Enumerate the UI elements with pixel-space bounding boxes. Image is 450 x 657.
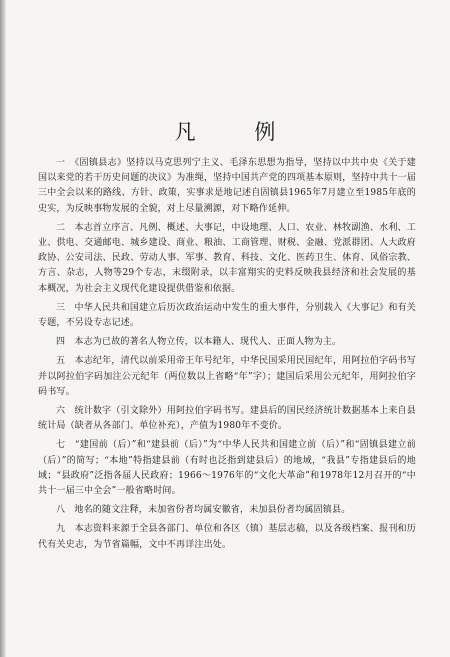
paragraph-5: 五 本志纪年，清代以前采用帝王年号纪年，中华民国采用民国纪年，用阿拉伯字码书写并以阿拉伯字码加注公元纪年（两位数以上省略“年”字）；建国后采用公元纪年，用阿拉伯字码书写。 xyxy=(38,356,416,397)
paragraph-2: 二 本志首立序言、凡例、概述、大事记，中设地理、人口、农业、林牧副渔、水利、工业、供电、交通邮电、城乡建设、商业、粮油、工商管理、财税、金融、党派群团、人大政府政协、公安司法、民政、劳动人事、军事、教育、科技、文化、医药卫生、体育、风俗宗教、方言、杂志，人物等29个专志，末缀附录，以丰富翔实的史料反映我县经济和社会发展的基本概况，为社会主义现代化建设提供借鉴和依据。 xyxy=(38,222,416,294)
paragraph-3: 三 中华人民共和国建立后历次政治运动中发生的重大事件，分别载入《大事记》和有关专题，不另设专志记述。 xyxy=(38,302,416,329)
paragraph-8: 八 地名的随文注释，未加省份者均属安徽省，未加县份者均属固镇县。 xyxy=(56,505,351,516)
paragraph-1: 一 《固镇县志》坚持以马克思列宁主义、毛泽东思想为指导，坚持以中共中央《关于建国以来党的若干历史问题的决议》为准绳，坚持中国共产党的四项基本原则，坚持中共十一届三中全会以来的路线、方针、政策，实事求是地记述自固镇县1965年7月建立至1985年底的史实，为反映事物发展的全貌，对上尽量溯源，对下略作延伸。 xyxy=(38,158,416,214)
page-title: 凡 例 xyxy=(174,120,302,144)
page-edge-shadow xyxy=(0,0,6,657)
paragraph-4: 四 本志为已故的著名人物立传，以本籍人、现代人、正面人物为主。 xyxy=(56,337,342,348)
document-body xyxy=(38,156,416,557)
paragraph-6: 六 统计数字（引文除外）用阿拉伯字码书写。建县后的国民经济统计数据基本上来自县统计局（缺者从各部门、单位补充），产值为1980年不变价。 xyxy=(38,406,416,432)
paragraph-9: 九 本志资料来源于全县各部门、单位和各区（镇）基层志稿，以及各级档案、报刊和历代有关史志，为节省篇幅，文中不再详注出处。 xyxy=(38,524,416,550)
paragraph-7: 七 “建国前（后）”和“建县前（后）”为“中华人民共和国建立前（后）”和“固镇县建立前（后）”的简写；“本地”特指建县前（有时也泛指到建县后）的地域，“我县”专指建县后的地域；“县政府”泛指各届人民政府；1966～1976年的“文化大革命”和1978年12月召开的“中共十一届三中全会”一般省略时间。 xyxy=(38,440,416,497)
